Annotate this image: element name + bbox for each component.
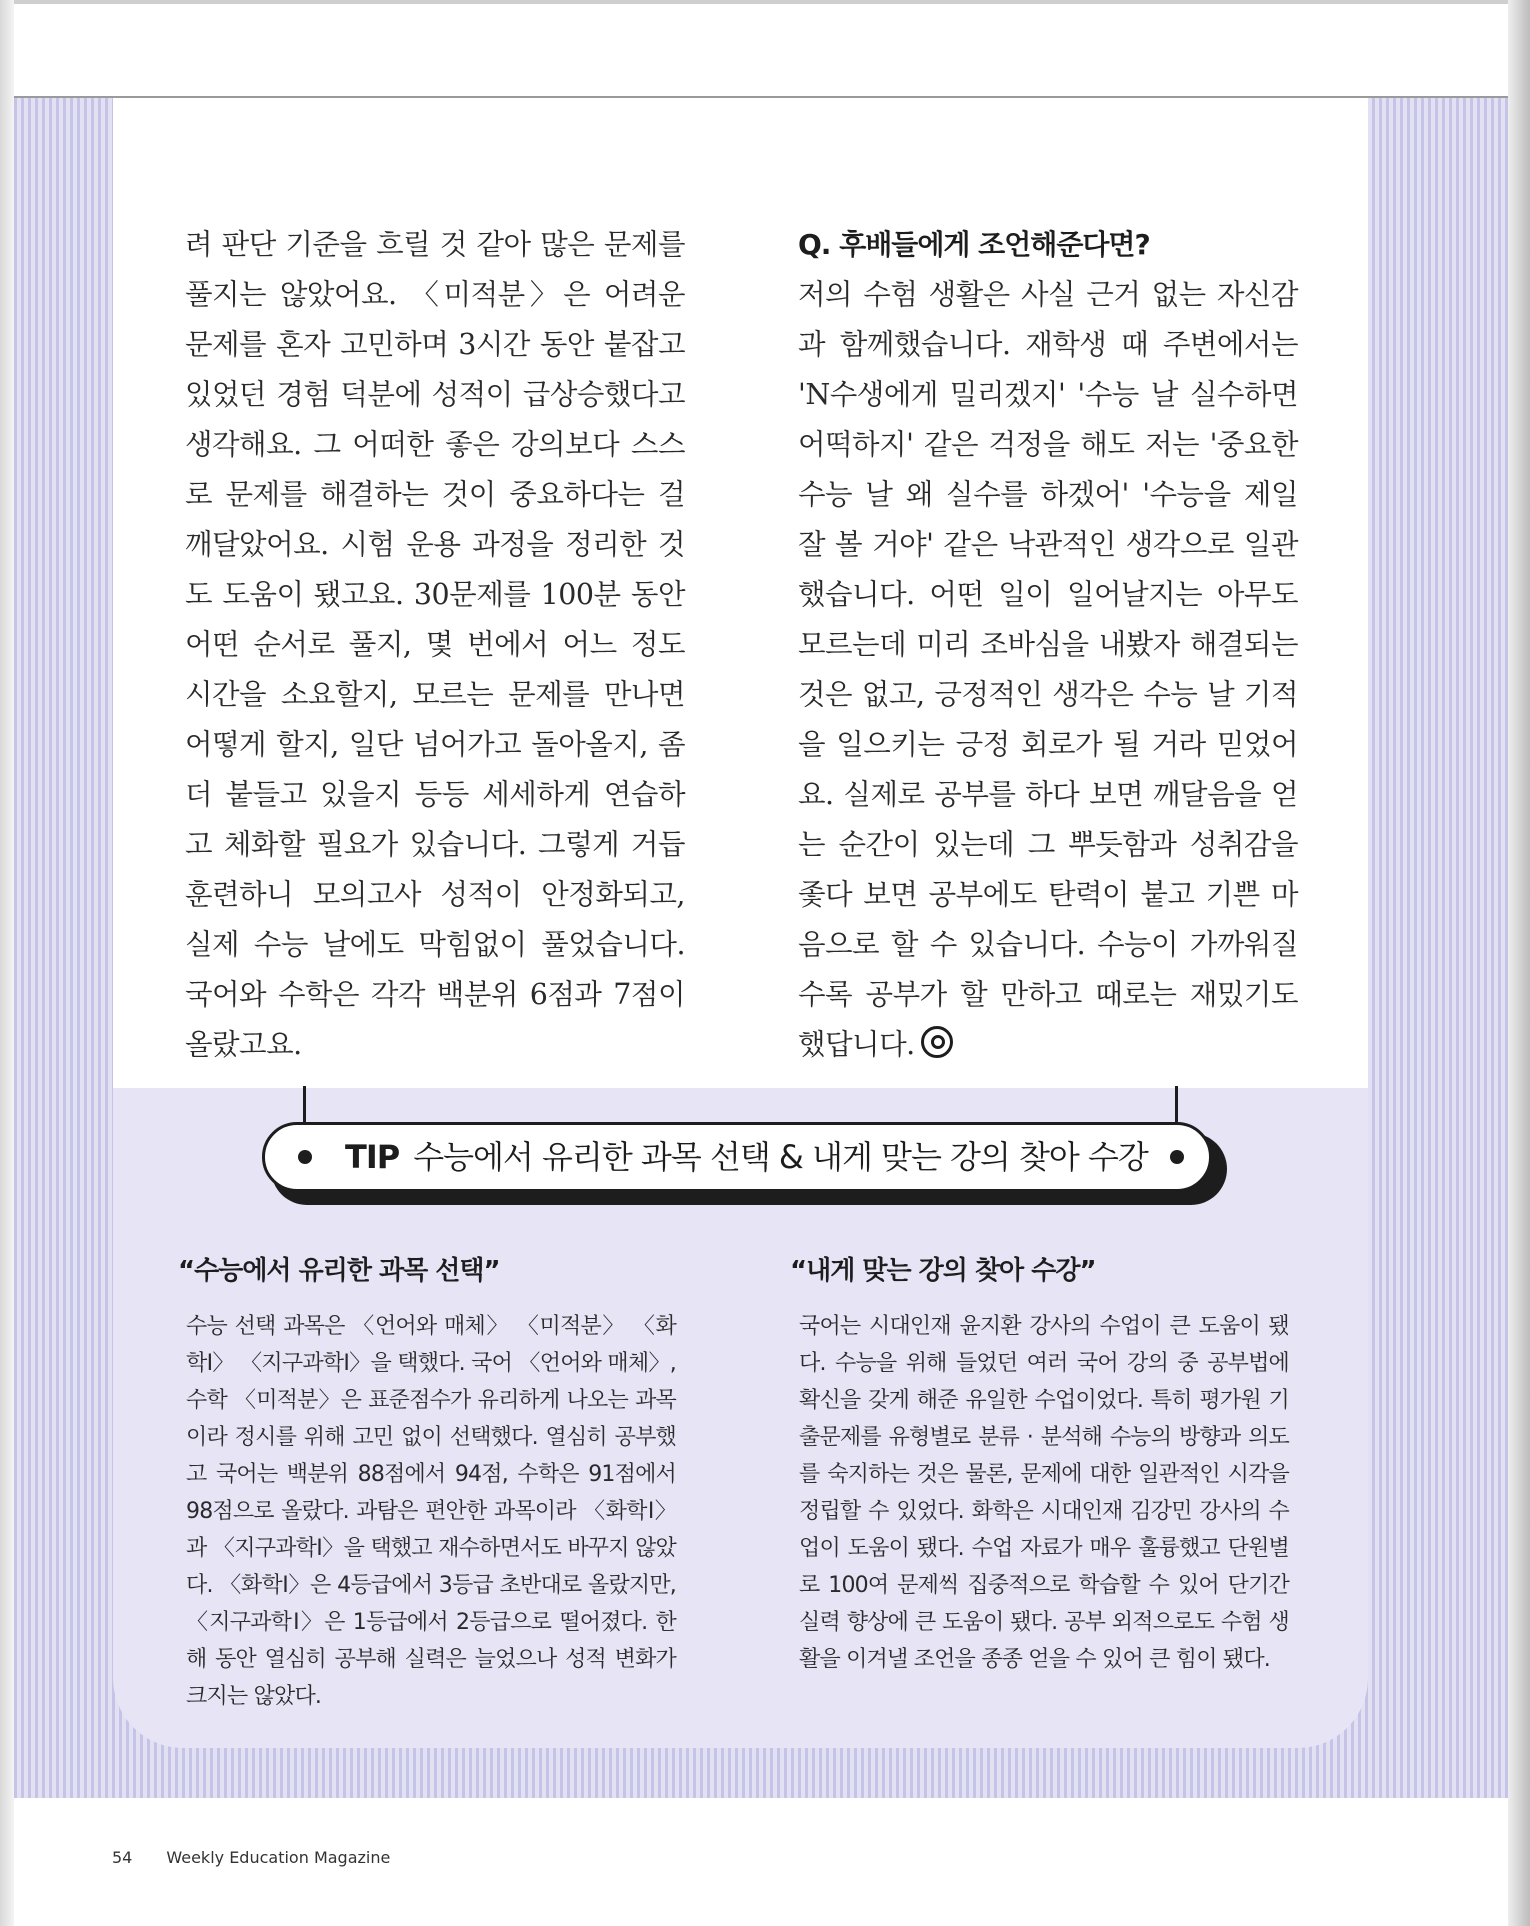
article-left-column [185, 220, 685, 1070]
tip-title [345, 1134, 1148, 1180]
tip-left-heading: “수능에서 유리한 과목 선택” [178, 1256, 500, 1286]
article-right-text: 저의 수험 생활은 사실 근거 없는 자신감과 함께했습니다. 재학생 때 주변에서는 'N수생에게 밀리겠지' '수능 날 실수하면 어떡하지' 같은 걱정을 해도 저는 '중요한 수능 날 왜 실수를 하겠어' '수능을 제일 잘 볼 거야' 같은 낙관적인 생각으로 일관했습니다. 어떤 일이 일어날지는 아무도 모르는데 미리 조바심을 내봤자 해결되는 것은 없고, 긍정적인 생각은 수능 날 기적을 일으키는 긍정 회로가 될 거라 믿었어요. 실제로 공부를 하다 보면 깨달음을 얻는 순간이 있는데 그 뿌듯함과 성취감을 좇다 보면 공부에도 탄력이 붙고 기쁜 마음으로 할 수 있습니다. 수능이 가까워질수록 공부가 할 만하고 때로는 재밌기도 했답니다. [798, 278, 1298, 1061]
bullet-dot-icon [1170, 1150, 1184, 1164]
magazine-name: Weekly Education Magazine [166, 1848, 391, 1867]
question-heading: Q. 후배들에게 조언해준다면? [798, 228, 1150, 261]
page-footer [112, 1848, 390, 1867]
tip-right-heading: “내게 맞는 강의 찾아 수강” [790, 1256, 1096, 1286]
article-left-text: 려 판단 기준을 흐릴 것 같아 많은 문제를 풀지는 않았어요. 〈미적분〉은 어려운 문제를 혼자 고민하며 3시간 동안 붙잡고 있었던 경험 덕분에 성적이 급상승했다고 생각해요. 그 어떠한 좋은 강의보다 스스로 문제를 해결하는 것이 중요하다는 걸 깨달았어요. 시험 운용 과정을 정리한 것도 도움이 됐고요. 30문제를 100분 동안 어떤 순서로 풀지, 몇 번에서 어느 정도 시간을 소요할지, 모르는 문제를 만나면 어떻게 할지, 일단 넘어가고 돌아올지, 좀 더 붙들고 있을지 등등 세세하게 연습하고 체화할 필요가 있습니다. 그렇게 거듭 훈련하니 모의고사 성적이 안정화되고, 실제 수능 날에도 막힘없이 풀었습니다. 국어와 수학은 각각 백분위 6점과 7점이 올랐고요. [185, 228, 685, 1061]
page-edge-right [1508, 0, 1530, 1926]
tip-right-body: 국어는 시대인재 윤지환 강사의 수업이 큰 도움이 됐다. 수능을 위해 들었던 여러 국어 강의 중 공부법에 확신을 갖게 해준 유일한 수업이었다. 특히 평가원 기출문제를 유형별로 분류 · 분석해 수능의 방향과 의도를 숙지하는 것은 물론, 문제에 대한 일관적인 시각을 정립할 수 있었다. 화학은 시대인재 김강민 강사의 수업이 도움이 됐다. 수업 자료가 매우 훌륭했고 단원별로 100여 문제씩 집중적으로 학습할 수 있어 단기간 실력 향상에 큰 도움이 됐다. 공부 외적으로도 수험 생활을 이겨낼 조언을 종종 얻을 수 있어 큰 힘이 됐다. [799, 1314, 1289, 1672]
end-mark-icon [921, 1026, 953, 1058]
article-right-column [798, 220, 1298, 1070]
bullet-dot-icon [298, 1150, 312, 1164]
tip-left-body: 수능 선택 과목은 〈언어와 매체〉 〈미적분〉 〈화학Ⅰ〉 〈지구과학Ⅰ〉을 택했다. 국어 〈언어와 매체〉, 수학 〈미적분〉은 표준점수가 유리하게 나오는 과목이라 정시를 위해 고민 없이 선택했다. 열심히 공부했고 국어는 백분위 88점에서 94점, 수학은 91점에서 98점으로 올랐다. 과탐은 편안한 과목이라 〈화학Ⅰ〉과 〈지구과학Ⅰ〉을 택했고 재수하면서도 바꾸지 않았다. 〈화학Ⅰ〉은 4등급에서 3등급 초반대로 올랐지만, 〈지구과학Ⅰ〉은 1등급에서 2등급으로 떨어졌다. 한 해 동안 열심히 공부해 실력은 늘었으나 성적 변화가 크지는 않았다. [186, 1314, 676, 1709]
page-number: 54 [112, 1848, 133, 1867]
top-border [14, 0, 1508, 4]
tip-right-column [799, 1308, 1289, 1678]
page-edge-left [0, 0, 14, 1926]
tip-left-column [186, 1308, 676, 1715]
tip-label: TIP [345, 1138, 400, 1176]
tip-title-text: 수능에서 유리한 과목 선택 & 내게 맞는 강의 찾아 수강 [413, 1138, 1148, 1176]
